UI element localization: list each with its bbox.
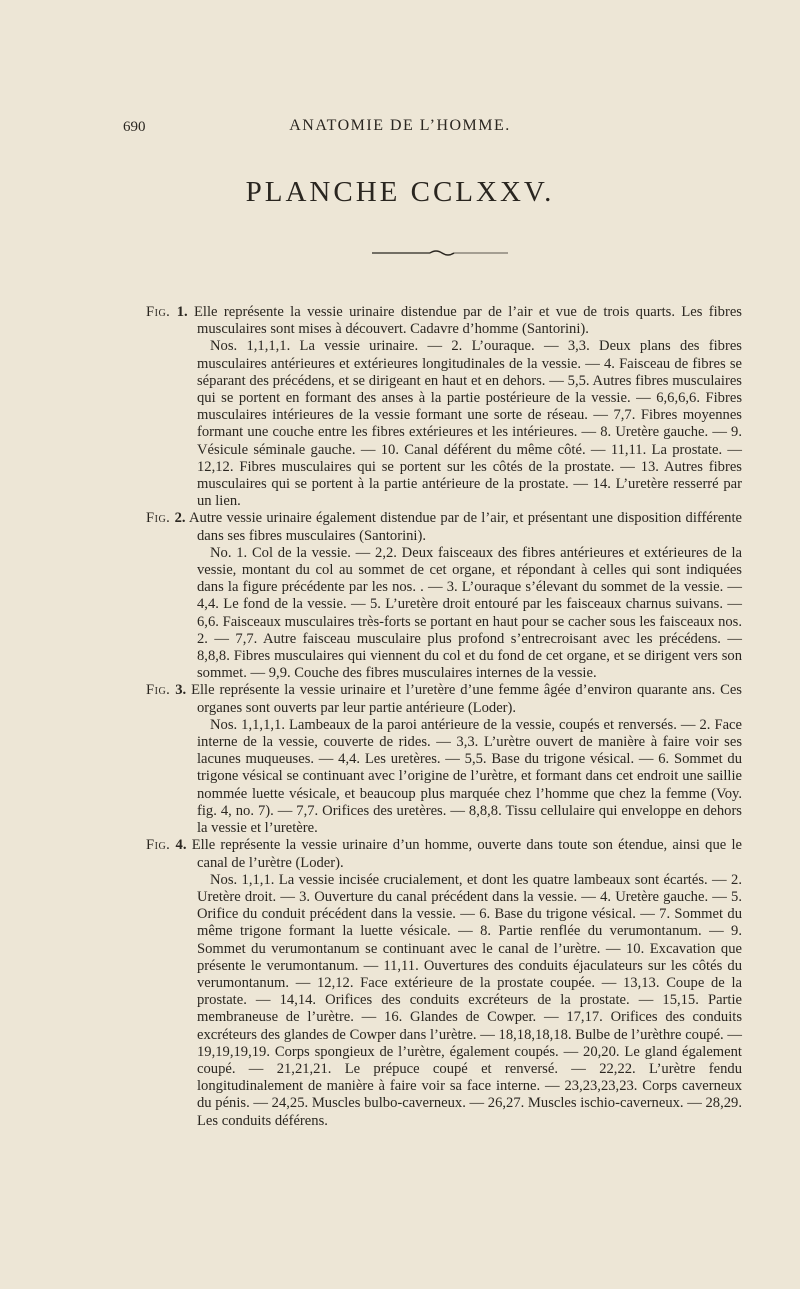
figure-label: Fig. <box>146 304 171 320</box>
page-number: 690 <box>123 119 146 135</box>
ornament-rule-icon <box>370 248 510 258</box>
figure-number: 1. <box>176 304 188 320</box>
figure-label: Fig. <box>146 682 171 699</box>
figure-number: 4. <box>175 837 187 854</box>
figure-2 <box>146 510 742 682</box>
figure-description: Elle représente la vessie urinaire distendue par de l’air et vue de trois quarts. Les fibres musculaires sont mises à découvert. Cadavre d’homme (Santorini). <box>194 304 742 338</box>
figure-legend: Nos. 1,1,1. La vessie incisée crucialement, et dont les quatre lambeaux sont écartés. — 2. Uretère droit. — 3. Ouverture du canal précédent dans la vessie. — 4. Uretère gauche. — 5. Orifice du conduit précédent dans la vessie. — 6. Base du trigone vésical. — 7. Sommet du même trigone formant la luette vésicale. — 8. Partie renflée du verumontanum. — 9. Sommet du verumontanum se continuant avec le canal de l’urètre. — 10. Excavation que présente le verumontanum. — 11,11. Ouvertures des conduits éjaculateurs sur les côtés du verumontanum. — 12,12. Face extérieure de la prostate coupée. — 13,13. Coupe de la prostate. — 14,14. Orifices des conduits excréteurs de la prostate. — 15,15. Partie membraneuse de l’urètre. — 16. Glandes de Cowper. — 17,17. Orifices des conduits excréteurs des glandes de Cowper dans l’urètre. — 18,18,18,18. Bulbe de l’urèthre coupé. — 19,19,19,19. Corps spongieux de l’urètre, également coupés. — 20,20. Le gland également coupé. — 21,21,21. Le prépuce coupé et renversé. — 22,22. L’urètre fendu longitudinalement de manière à faire voir sa face interne. — 23,23,23,23. Corps caverneux du pénis. — 24,25. Muscles bulbo-caverneux. — 26,27. Muscles ischio-caverneux. — 28,29. Les conduits déférens. <box>197 871 742 1129</box>
figure-legends <box>146 304 742 1130</box>
figure-label: Fig. <box>146 510 171 527</box>
figure-1 <box>146 304 742 510</box>
figure-label: Fig. <box>146 837 171 854</box>
running-title: ANATOMIE DE L’HOMME. <box>289 117 511 134</box>
figure-description: Autre vessie urinaire également distendue par de l’air, et présentant une disposition différente dans ses fibres musculaires (Santorini). <box>188 510 743 544</box>
figure-legend: Nos. 1,1,1,1. Lambeaux de la paroi antérieure de la vessie, coupés et renversés. — 2. Face interne de la vessie, couverte de rides. — 3,3. L’urètre ouvert de manière à faire voir ses lacunes muqueuses. — 4,4. Les uretères. — 5,5. Base du trigone vésical. — 6. Sommet du trigone vésical se continuant avec l’origine de l’urètre, et formant dans cet endroit une saillie nommée luette vésicale, et beaucoup plus marquée chez l’homme que chez la femme (Voy. fig. 4, no. 7). — 7,7. Orifices des uretères. — 8,8,8. Tissu cellulaire qui enveloppe en dehors la vessie et l’uretère. <box>197 716 742 837</box>
figure-3 <box>146 682 742 837</box>
figure-4 <box>146 837 742 1129</box>
figure-legend: Nos. 1,1,1,1. La vessie urinaire. — 2. L’ouraque. — 3,3. Deux plans des fibres musculaires antérieures et extérieures longitudinales de la vessie. — 4. Faisceau de fibres se séparant des précédens, et se dirigeant en haut et en dehors. — 5,5. Autres fibres musculaires qui se portent en formant des anses à la partie postérieure de la vessie. — 6,6,6,6. Fibres musculaires intérieures de la vessie formant une sorte de réseau. — 7,7. Fibres moyennes formant une couche entre les fibres extérieures et les intérieures. — 8. Uretère gauche. — 9. Vésicule séminale gauche. — 10. Canal déférent du même côté. — 11,11. La prostate. — 12,12. Fibres musculaires qui se portent sur les côtés de la prostate. — 13. Autres fibres musculaires qui se portent à la partie antérieure de la prostate. — 14. L’uretère resserré par un lien. <box>197 338 742 510</box>
figure-description: Elle représente la vessie urinaire et l’uretère d’une femme âgée d’environ quarante ans. Ces organes sont ouverts par leur partie antérieure (Loder). <box>191 682 742 716</box>
figure-description: Elle représente la vessie urinaire d’un homme, ouverte dans toute son étendue, ainsi que le canal de l’urètre (Loder). <box>191 837 742 871</box>
plate-title: PLANCHE CCLXXV. <box>245 176 555 208</box>
figure-number: 3. <box>175 682 187 699</box>
figure-number: 2. <box>174 510 186 527</box>
figure-legend: No. 1. Col de la vessie. — 2,2. Deux faisceaux des fibres antérieures et extérieures de la vessie, montant du col au sommet de cet organe, et répondant à celles qui sont indiquées dans la figure précédente par les nos. . — 3. L’ouraque s’élevant du sommet de la vessie. — 4,4. Le fond de la vessie. — 5. L’uretère droit entouré par les faisceaux charnus suivans. — 6,6. Faisceaux musculaires très-forts se portant en haut pour se cacher sous les faisceaux nos. 2. — 7,7. Autre faisceau musculaire plus profond s’entrecroisant avec les précédens. — 8,8,8. Fibres musculaires qui viennent du col et du fond de cet organe, et se dirigent vers son sommet. — 9,9. Couche des fibres musculaires internes de la vessie. <box>197 544 742 682</box>
